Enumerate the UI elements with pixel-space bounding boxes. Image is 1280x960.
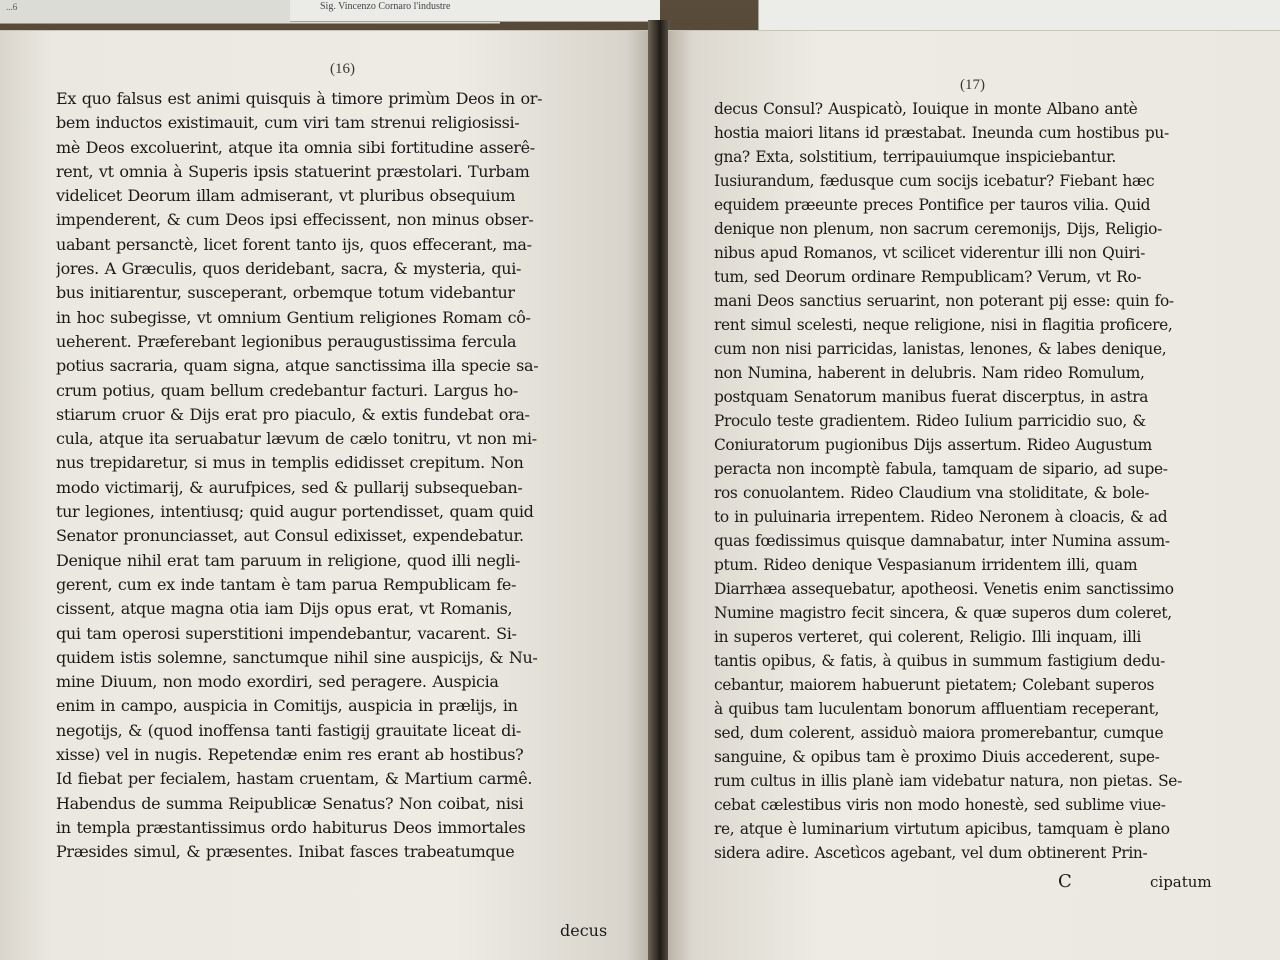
text-line: cula, atque ita seruabatur lævum de cælo tonitru, vt non mi-	[56, 429, 537, 449]
right-page-text	[714, 97, 1244, 865]
text-line: gna? Exta, solstitium, terripauiumque inspiciebantur.	[714, 148, 1116, 166]
text-line: denique non plenum, non sacrum ceremonijs, Dijs, Religio-	[714, 220, 1162, 238]
text-line: potius sacraria, quam signa, atque sanctissima illa specie sa-	[56, 356, 539, 376]
left-page-number: (16)	[330, 61, 355, 77]
text-line: Proculo teste gradientem. Rideo Iulium parricidio suo, &	[714, 412, 1146, 430]
text-line: quas fœdissimus quisque damnabatur, inter Numina assum-	[714, 532, 1170, 550]
text-line: enim in campo, auspicia in Comitijs, auspicia in prælijs, in	[56, 696, 518, 716]
text-line: Denique nihil erat tam paruum in religione, quod illi negli-	[56, 550, 521, 570]
text-line: in templa præstantissimus ordo habiturus Deos immortales	[56, 817, 526, 837]
text-line: mani Deos sanctius seruarint, non poterant pij esse: quin fo-	[714, 292, 1174, 310]
text-line: jores. A Græculis, quos deridebant, sacra, & mysteria, qui-	[56, 259, 522, 279]
text-line: stiarum cruor & Dijs erat pro piaculo, & extis fundebat ora-	[56, 404, 530, 424]
right-page	[668, 30, 1280, 960]
slip-top-text: Sig. Vincenzo Cornaro l'industre	[320, 1, 451, 12]
text-line: uabant persanctè, licet forent tanto ijs, quos effecerant, ma-	[56, 234, 532, 254]
text-line: Coniuratorum pugionibus Dijs assertum. Rideo Augustum	[714, 436, 1152, 454]
text-line: Numine magistro fecit sincera, & quæ superos dum coleret,	[714, 604, 1172, 622]
text-line: Ex quo falsus est animi quisquis à timore primùm Deos in or-	[56, 89, 543, 108]
text-line: tur legiones, intentiusq; quid augur portendisset, quam quid	[56, 502, 534, 522]
text-line: Diarrhæa assequebatur, apotheosi. Venetis enim sanctissimo	[714, 580, 1174, 598]
text-line: sanguine, & opibus tam è proximo Diuis accederent, supe-	[714, 748, 1160, 766]
text-line: gerent, cum ex inde tantam è tam parua Rempublicam fe-	[56, 574, 517, 594]
text-line: mine Diuum, non modo exordiri, sed peragere. Auspicia	[56, 672, 499, 692]
text-line: postquam Senatorum manibus fuerat discerptus, in astra	[714, 388, 1149, 406]
text-line: à quibus tam luculentam bonorum affluentiam receperant,	[714, 700, 1159, 718]
text-line: tantis opibus, & fatis, à quibus in summum fastigium dedu-	[714, 652, 1166, 670]
text-line: qui tam operosi superstitioni impendebantur, vacarent. Si-	[56, 623, 517, 643]
text-line: cum non nisi parricidas, lanistas, lenones, & labes denique,	[714, 340, 1167, 358]
text-line: ueherent. Præferebant legionibus peraugustissima fercula	[56, 331, 517, 351]
text-line: non Numina, haberent in delubris. Nam rideo Romulum,	[714, 364, 1145, 382]
right-page-number: (17)	[960, 77, 985, 93]
text-line: Habendus de summa Reipublicæ Senatus? Non coibat, nisi	[56, 793, 524, 813]
text-line: decus Consul? Auspicatò, Iouique in monte Albano antè	[714, 100, 1138, 118]
slip-left-text: ...6	[6, 2, 18, 12]
text-line: sidera adire. Ascetìcos agebant, vel dum obtinerent Prin-	[714, 844, 1148, 862]
text-line: re, atque è luminarium virtutum apicibus, tamquam è plano	[714, 820, 1170, 838]
text-line: rent, vt omnia à Superis ipsis statuerint præstolari. Turbam	[56, 161, 530, 181]
text-line: mè Deos excoluerint, atque ita omnia sibi fortitudine asserê-	[56, 137, 535, 157]
text-line: ros conuolantem. Rideo Claudium vna stoliditate, & bole-	[714, 484, 1150, 502]
text-line: cebat cælestibus viris non modo honestè, sed sublime viue-	[714, 796, 1166, 814]
text-line: negotijs, & (quod inoffensa tanti fastigij grauitate liceat di-	[56, 720, 521, 740]
right-signature-mark: C	[1058, 871, 1072, 892]
left-page-text	[56, 87, 628, 865]
text-line: to in puluinaria irrepentem. Rideo Neronem à cloacis, & ad	[714, 508, 1168, 526]
text-line: Iusiurandum, fædusque cum socijs icebatur? Fiebant hæc	[714, 172, 1155, 190]
text-line: rum cultus in illis planè iam videbatur natura, non pietas. Se-	[714, 772, 1182, 790]
text-line: peracta non incomptè fabula, tamquam de sipario, ad supe-	[714, 460, 1168, 478]
text-line: nus trepidaretur, si mus in templis edidisset crepitum. Non	[56, 453, 524, 473]
text-line: Id fiebat per fecialem, hastam cruentam, & Martium carmê.	[56, 769, 533, 789]
text-line: hostia maiori litans id præstabat. Ineunda cum hostibus pu-	[714, 124, 1169, 142]
text-line: bem inductos existimauit, cum viri tam strenui religiosissi-	[56, 113, 520, 133]
left-page	[0, 30, 652, 960]
text-line: nibus apud Romanos, vt scilicet viderentur illi non Quiri-	[714, 244, 1145, 262]
text-line: rent simul scelesti, neque religione, nisi in flagitia proficere,	[714, 316, 1173, 334]
text-line: cissent, atque magna otia iam Dijs opus erat, vt Romanis,	[56, 599, 513, 619]
text-line: bus initiarentur, susceperant, orbemque totum videbantur	[56, 283, 515, 303]
text-line: crum potius, quam bellum credebantur facturi. Largus ho-	[56, 380, 518, 400]
left-catchword: decus	[560, 921, 608, 940]
text-line: cebantur, maiorem habuerunt pietatem; Colebant superos	[714, 676, 1155, 694]
text-line: quidem istis solemne, sanctumque nihil sine auspicijs, & Nu-	[56, 647, 538, 667]
text-line: in superos verteret, qui colerent, Religio. Illi inquam, illi	[714, 628, 1141, 646]
text-line: Præsides simul, & præsentes. Inibat fasces trabeatumque	[56, 842, 515, 862]
text-line: Senator pronunciasset, aut Consul edixisset, expendebatur.	[56, 526, 524, 546]
text-line: sed, dum colerent, assiduò maiora promerebantur, cumque	[714, 724, 1164, 742]
text-line: ptum. Rideo denique Vespasianum irridentem illi, quam	[714, 556, 1138, 574]
text-line: modo victimarij, & aurufpices, sed & pullarij subsequeban-	[56, 477, 523, 497]
text-line: videlicet Deorum illam admiserant, vt pluribus obsequium	[56, 186, 516, 206]
text-line: tum, sed Deorum ordinare Rempublicam? Verum, vt Ro-	[714, 268, 1142, 286]
text-line: xisse) vel in nugis. Repetendæ enim res erant ab hostibus?	[56, 745, 524, 765]
text-line: equidem præeunte preces Pontifice per tauros vilia. Quid	[714, 196, 1151, 214]
text-line: impenderent, & cum Deos ipsi effecissent, non minus obser-	[56, 210, 534, 230]
text-line: in hoc subegisse, vt omnium Gentium religiones Romam cô-	[56, 307, 531, 327]
paper-slip-top	[290, 0, 660, 22]
book-gutter	[648, 20, 670, 960]
right-catchword: cipatum	[1150, 873, 1212, 891]
